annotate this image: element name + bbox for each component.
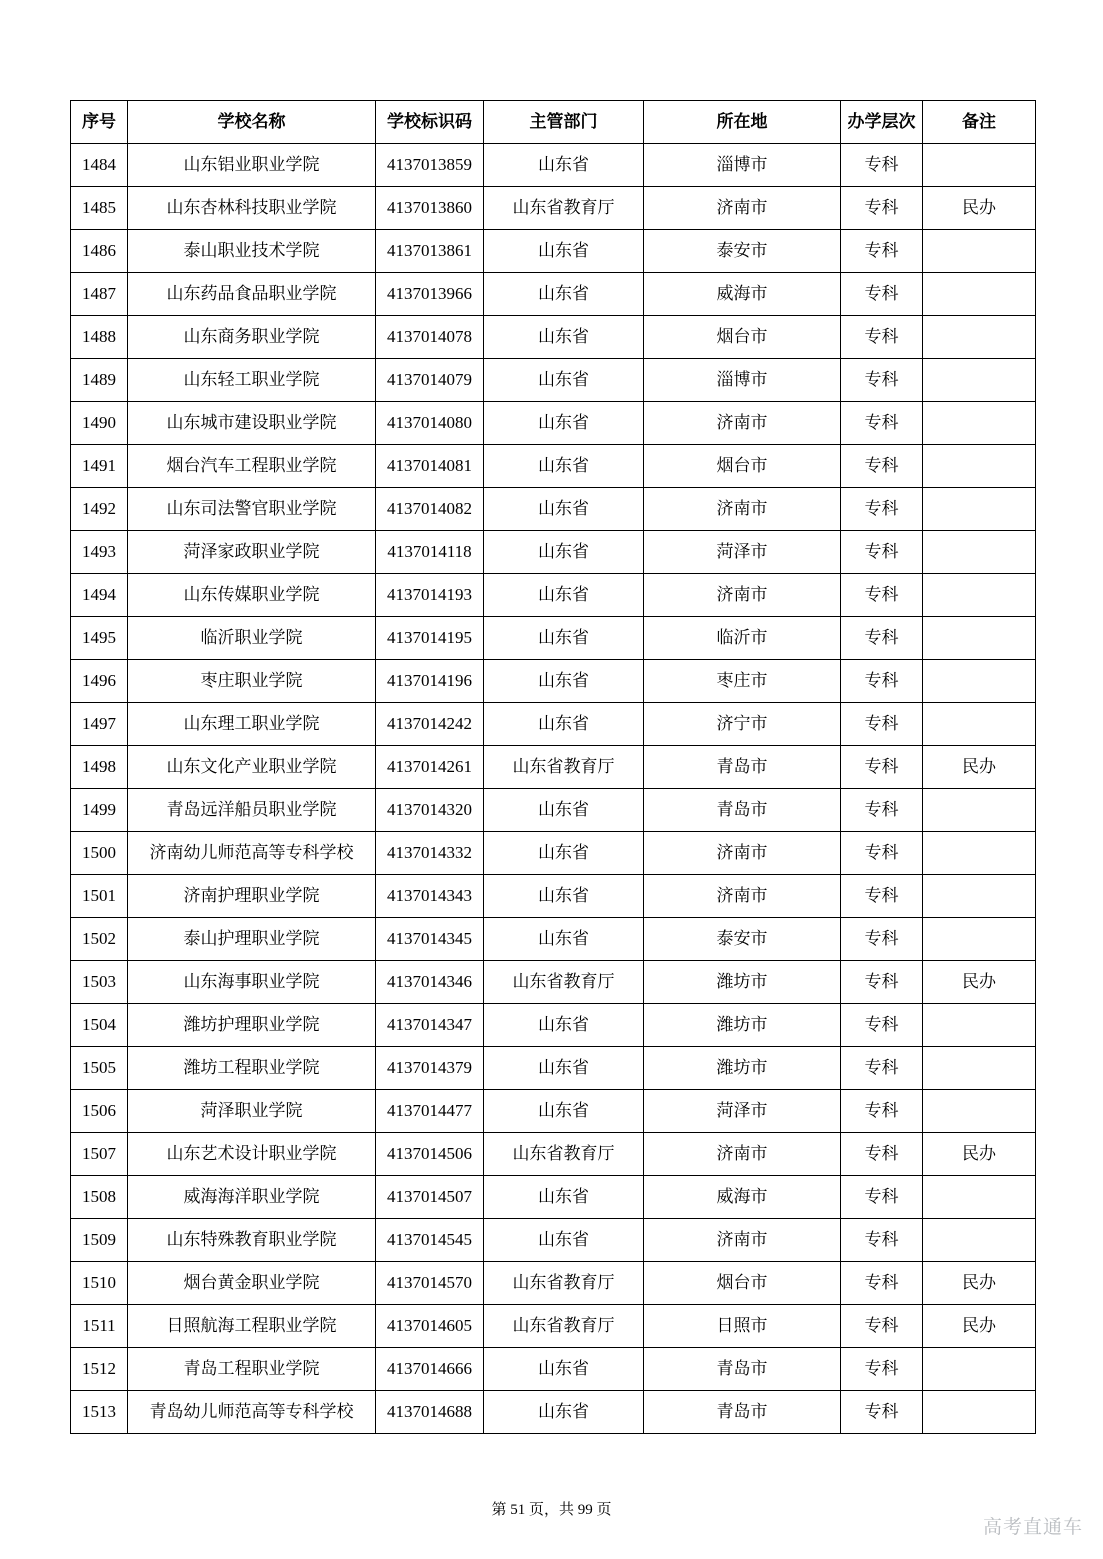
table-cell: [923, 574, 1036, 617]
table-cell: 1498: [71, 746, 128, 789]
table-cell: 济南市: [644, 488, 841, 531]
table-cell: 4137014688: [376, 1391, 484, 1434]
table-cell: [923, 230, 1036, 273]
table-cell: 山东理工职业学院: [128, 703, 376, 746]
page-number-indicator: 第 51 页，共 99 页: [491, 1502, 612, 1518]
table-cell: [923, 832, 1036, 875]
table-row: [71, 359, 1036, 402]
table-cell: 专科: [841, 402, 923, 445]
table-cell: 4137014343: [376, 875, 484, 918]
table-row: [71, 703, 1036, 746]
table-cell: 山东省教育厅: [484, 1262, 644, 1305]
table-cell: 1490: [71, 402, 128, 445]
table-cell: 山东省: [484, 359, 644, 402]
table-cell: 泰安市: [644, 918, 841, 961]
table-cell: 潍坊市: [644, 961, 841, 1004]
column-header: 办学层次: [841, 101, 923, 144]
table-row: [71, 1348, 1036, 1391]
table-cell: 山东省: [484, 875, 644, 918]
table-row: [71, 1090, 1036, 1133]
table-cell: 山东传媒职业学院: [128, 574, 376, 617]
table-cell: 4137014196: [376, 660, 484, 703]
table-cell: 济南幼儿师范高等专科学校: [128, 832, 376, 875]
table-cell: 淄博市: [644, 359, 841, 402]
table-cell: 4137014345: [376, 918, 484, 961]
column-header: 所在地: [644, 101, 841, 144]
table-cell: 1513: [71, 1391, 128, 1434]
table-row: [71, 789, 1036, 832]
table-cell: 4137014666: [376, 1348, 484, 1391]
table-cell: 专科: [841, 230, 923, 273]
table-cell: 专科: [841, 574, 923, 617]
table-cell: 济南护理职业学院: [128, 875, 376, 918]
table-cell: 济南市: [644, 1219, 841, 1262]
table-cell: 济南市: [644, 187, 841, 230]
table-row: [71, 832, 1036, 875]
table-cell: 泰山护理职业学院: [128, 918, 376, 961]
table-row: [71, 1004, 1036, 1047]
table-cell: 专科: [841, 617, 923, 660]
table-cell: 1488: [71, 316, 128, 359]
column-header: 学校标识码: [376, 101, 484, 144]
table-cell: 专科: [841, 187, 923, 230]
table-cell: 1511: [71, 1305, 128, 1348]
table-cell: [923, 875, 1036, 918]
table-cell: 山东省教育厅: [484, 746, 644, 789]
table-cell: 专科: [841, 1047, 923, 1090]
table-cell: 济南市: [644, 574, 841, 617]
table-cell: 山东省: [484, 273, 644, 316]
table-cell: 4137014507: [376, 1176, 484, 1219]
table-cell: 1486: [71, 230, 128, 273]
table-cell: 山东艺术设计职业学院: [128, 1133, 376, 1176]
table-cell: 1496: [71, 660, 128, 703]
table-cell: 山东司法警官职业学院: [128, 488, 376, 531]
table-cell: 4137013859: [376, 144, 484, 187]
table-cell: 专科: [841, 273, 923, 316]
table-cell: 专科: [841, 445, 923, 488]
table-cell: [923, 1348, 1036, 1391]
table-cell: [923, 1004, 1036, 1047]
table-row: [71, 660, 1036, 703]
table-cell: 专科: [841, 961, 923, 1004]
table-cell: 枣庄职业学院: [128, 660, 376, 703]
column-header: 备注: [923, 101, 1036, 144]
table-cell: 4137013861: [376, 230, 484, 273]
table-cell: 1484: [71, 144, 128, 187]
table-cell: 青岛市: [644, 1391, 841, 1434]
table-cell: 4137013966: [376, 273, 484, 316]
table-cell: 山东省: [484, 789, 644, 832]
table-cell: 专科: [841, 144, 923, 187]
table-cell: 1485: [71, 187, 128, 230]
table-row: [71, 1219, 1036, 1262]
table-cell: 济南市: [644, 832, 841, 875]
table-row: [71, 1391, 1036, 1434]
table-cell: 4137014605: [376, 1305, 484, 1348]
table-cell: 山东药品食品职业学院: [128, 273, 376, 316]
table-cell: 1491: [71, 445, 128, 488]
table-cell: 山东省: [484, 703, 644, 746]
table-cell: 1506: [71, 1090, 128, 1133]
table-cell: 山东铝业职业学院: [128, 144, 376, 187]
table-cell: 民办: [923, 1305, 1036, 1348]
table-cell: 青岛市: [644, 789, 841, 832]
table-cell: 枣庄市: [644, 660, 841, 703]
table-cell: 威海海洋职业学院: [128, 1176, 376, 1219]
table-cell: 青岛市: [644, 1348, 841, 1391]
table-cell: 专科: [841, 531, 923, 574]
table-cell: 山东省: [484, 574, 644, 617]
table-cell: 专科: [841, 1176, 923, 1219]
table-cell: 菏泽市: [644, 1090, 841, 1133]
table-cell: 1512: [71, 1348, 128, 1391]
table-cell: 济南市: [644, 875, 841, 918]
table-cell: 1497: [71, 703, 128, 746]
table-cell: 烟台黄金职业学院: [128, 1262, 376, 1305]
table-cell: 山东省: [484, 832, 644, 875]
table-cell: 1493: [71, 531, 128, 574]
table-cell: 山东省: [484, 1348, 644, 1391]
table-cell: 4137014506: [376, 1133, 484, 1176]
table-cell: 山东省: [484, 316, 644, 359]
table-cell: 菏泽市: [644, 531, 841, 574]
table-row: [71, 230, 1036, 273]
table-cell: 专科: [841, 1219, 923, 1262]
table-header-row: [71, 101, 1036, 144]
table-cell: 专科: [841, 316, 923, 359]
table-cell: 1492: [71, 488, 128, 531]
table-cell: [923, 918, 1036, 961]
table-cell: 潍坊市: [644, 1047, 841, 1090]
table-row: [71, 574, 1036, 617]
table-row: [71, 918, 1036, 961]
table-cell: 日照航海工程职业学院: [128, 1305, 376, 1348]
table-cell: 专科: [841, 746, 923, 789]
table-cell: [923, 1047, 1036, 1090]
table-row: [71, 316, 1036, 359]
table-cell: [923, 445, 1036, 488]
table-cell: 4137014346: [376, 961, 484, 1004]
table-cell: 烟台市: [644, 316, 841, 359]
table-cell: 1494: [71, 574, 128, 617]
table-cell: 4137014079: [376, 359, 484, 402]
table-cell: 淄博市: [644, 144, 841, 187]
table-cell: 1502: [71, 918, 128, 961]
table-cell: [923, 1391, 1036, 1434]
table-cell: [923, 1176, 1036, 1219]
table-cell: 4137014193: [376, 574, 484, 617]
table-cell: [923, 617, 1036, 660]
table-cell: 民办: [923, 1133, 1036, 1176]
table-cell: 4137014242: [376, 703, 484, 746]
table-cell: 4137014078: [376, 316, 484, 359]
column-header: 序号: [71, 101, 128, 144]
table-cell: 专科: [841, 1133, 923, 1176]
table-cell: 烟台市: [644, 1262, 841, 1305]
table-cell: 1501: [71, 875, 128, 918]
table-cell: 泰安市: [644, 230, 841, 273]
table-cell: 山东省教育厅: [484, 1133, 644, 1176]
table-cell: 专科: [841, 660, 923, 703]
table-cell: 山东省: [484, 402, 644, 445]
table-cell: 山东省: [484, 617, 644, 660]
table-cell: 山东轻工职业学院: [128, 359, 376, 402]
table-cell: 4137014320: [376, 789, 484, 832]
table-cell: 山东省: [484, 660, 644, 703]
table-cell: 专科: [841, 789, 923, 832]
table-cell: [923, 531, 1036, 574]
table-cell: 济宁市: [644, 703, 841, 746]
table-cell: 临沂市: [644, 617, 841, 660]
table-cell: 山东省教育厅: [484, 187, 644, 230]
table-cell: 烟台市: [644, 445, 841, 488]
table-cell: 山东省: [484, 1391, 644, 1434]
table-row: [71, 187, 1036, 230]
table-cell: 民办: [923, 961, 1036, 1004]
table-cell: 菏泽家政职业学院: [128, 531, 376, 574]
table-cell: 山东省: [484, 531, 644, 574]
table-cell: 济南市: [644, 1133, 841, 1176]
table-row: [71, 1133, 1036, 1176]
table-cell: 日照市: [644, 1305, 841, 1348]
table-cell: 山东省: [484, 1047, 644, 1090]
table-cell: 1507: [71, 1133, 128, 1176]
table-row: [71, 1262, 1036, 1305]
table-cell: 4137014081: [376, 445, 484, 488]
table-cell: 4137014195: [376, 617, 484, 660]
table-cell: 济南市: [644, 402, 841, 445]
table-cell: 专科: [841, 918, 923, 961]
table-row: [71, 875, 1036, 918]
watermark-label: 高考直通车: [982, 1517, 1083, 1538]
table-cell: 4137014261: [376, 746, 484, 789]
table-cell: [923, 1219, 1036, 1262]
school-list-table: [70, 100, 1036, 1434]
table-cell: [923, 1090, 1036, 1133]
table-cell: 4137014082: [376, 488, 484, 531]
table-row: [71, 1047, 1036, 1090]
table-row: [71, 617, 1036, 660]
table-cell: [923, 273, 1036, 316]
table-cell: 青岛工程职业学院: [128, 1348, 376, 1391]
table-cell: 1509: [71, 1219, 128, 1262]
table-cell: 山东省: [484, 144, 644, 187]
table-cell: [923, 488, 1036, 531]
table-cell: 专科: [841, 1004, 923, 1047]
table-cell: 山东海事职业学院: [128, 961, 376, 1004]
table-cell: 潍坊护理职业学院: [128, 1004, 376, 1047]
table-cell: 山东省: [484, 1219, 644, 1262]
table-cell: 菏泽职业学院: [128, 1090, 376, 1133]
table-cell: 山东商务职业学院: [128, 316, 376, 359]
table-cell: 1495: [71, 617, 128, 660]
table-cell: 专科: [841, 875, 923, 918]
table-cell: 4137014545: [376, 1219, 484, 1262]
table-row: [71, 488, 1036, 531]
table-cell: 山东文化产业职业学院: [128, 746, 376, 789]
table-row: [71, 1305, 1036, 1348]
table-cell: 山东特殊教育职业学院: [128, 1219, 376, 1262]
table-cell: 青岛幼儿师范高等专科学校: [128, 1391, 376, 1434]
table-cell: 泰山职业技术学院: [128, 230, 376, 273]
table-cell: 4137014347: [376, 1004, 484, 1047]
table-cell: 民办: [923, 746, 1036, 789]
table-row: [71, 1176, 1036, 1219]
table-cell: 专科: [841, 1391, 923, 1434]
table-cell: [923, 703, 1036, 746]
table-cell: 山东省: [484, 1004, 644, 1047]
table-cell: 专科: [841, 1305, 923, 1348]
table-cell: 4137014477: [376, 1090, 484, 1133]
table-cell: 专科: [841, 703, 923, 746]
table-cell: [923, 660, 1036, 703]
table-row: [71, 445, 1036, 488]
table-cell: 1503: [71, 961, 128, 1004]
table-cell: [923, 359, 1036, 402]
table-cell: [923, 316, 1036, 359]
table-cell: 1505: [71, 1047, 128, 1090]
table-cell: 专科: [841, 488, 923, 531]
table-row: [71, 531, 1036, 574]
table-row: [71, 746, 1036, 789]
table-cell: 临沂职业学院: [128, 617, 376, 660]
table-cell: 4137013860: [376, 187, 484, 230]
table-cell: 山东城市建设职业学院: [128, 402, 376, 445]
table-cell: 4137014332: [376, 832, 484, 875]
table-cell: 4137014080: [376, 402, 484, 445]
table-cell: 山东省教育厅: [484, 1305, 644, 1348]
table-row: [71, 273, 1036, 316]
table-cell: 1504: [71, 1004, 128, 1047]
table-cell: 1499: [71, 789, 128, 832]
table-cell: 山东省: [484, 445, 644, 488]
table-cell: 1508: [71, 1176, 128, 1219]
table-cell: 潍坊工程职业学院: [128, 1047, 376, 1090]
table-cell: 1489: [71, 359, 128, 402]
table-cell: 山东省: [484, 1176, 644, 1219]
table-cell: 专科: [841, 1262, 923, 1305]
table-cell: 山东省: [484, 230, 644, 273]
table-header: [71, 101, 1036, 144]
table-cell: [923, 789, 1036, 832]
column-header: 主管部门: [484, 101, 644, 144]
table-cell: 1487: [71, 273, 128, 316]
table-cell: 山东省: [484, 488, 644, 531]
table-cell: 山东杏林科技职业学院: [128, 187, 376, 230]
table-cell: 烟台汽车工程职业学院: [128, 445, 376, 488]
table-cell: [923, 144, 1036, 187]
table-cell: 青岛远洋船员职业学院: [128, 789, 376, 832]
table-cell: 威海市: [644, 1176, 841, 1219]
table-cell: 4137014570: [376, 1262, 484, 1305]
column-header: 学校名称: [128, 101, 376, 144]
table-cell: 1500: [71, 832, 128, 875]
table-cell: 潍坊市: [644, 1004, 841, 1047]
table-cell: 专科: [841, 832, 923, 875]
table-cell: 4137014379: [376, 1047, 484, 1090]
table-cell: 山东省: [484, 918, 644, 961]
table-row: [71, 402, 1036, 445]
table-cell: 威海市: [644, 273, 841, 316]
table-cell: 4137014118: [376, 531, 484, 574]
table-cell: 专科: [841, 1348, 923, 1391]
table-cell: 山东省: [484, 1090, 644, 1133]
table-cell: 青岛市: [644, 746, 841, 789]
table-cell: 民办: [923, 1262, 1036, 1305]
table-cell: 专科: [841, 1090, 923, 1133]
table-row: [71, 144, 1036, 187]
table-cell: [923, 402, 1036, 445]
table-cell: 山东省教育厅: [484, 961, 644, 1004]
table-row: [71, 961, 1036, 1004]
table-body: [71, 144, 1036, 1434]
table-cell: 民办: [923, 187, 1036, 230]
table-cell: 专科: [841, 359, 923, 402]
table-cell: 1510: [71, 1262, 128, 1305]
